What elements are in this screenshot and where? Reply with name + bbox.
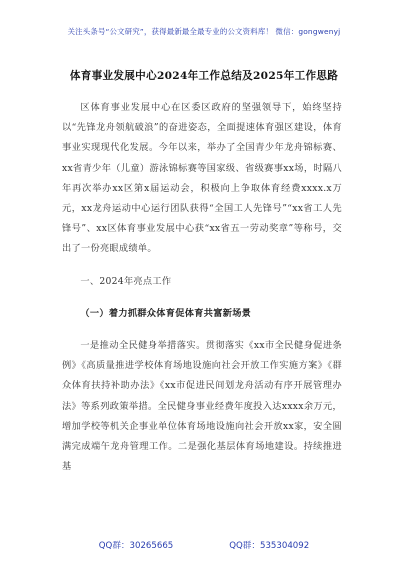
document-title: 体育事业发展中心2024年工作总结及2025年工作思路: [69, 70, 339, 82]
header-note: 关注头条号“公文研究”，获得最新最全最专业的公文资料库！ 微信：gongwenyj: [67, 27, 341, 36]
sub-heading: （一）着力抓群众体育促体育共富新场景: [80, 307, 252, 319]
section-heading: 一、2024年亮点工作: [80, 275, 172, 287]
footer: [0, 539, 408, 551]
body-paragraph: 一是推动全民健身举措落实。贯彻落实《xx市全民健身促进条例》《高质量推进学校体育场地设施向社会开放工作实施方案》《群众体育扶持补助办法》《xx市促进民间划龙舟活动有序开展管理办法》等系列政策举措。全民健身事业经费年度投入达xxxx余万元，增加学校等机关企事业单位体育场地设施向社会开放xx家，安全圆满完成端午龙舟管理工作。二是强化基层体育场地建设。持续推进基: [62, 340, 342, 473]
document-body: [62, 98, 342, 477]
footer-qq-group-1: QQ群：30265665: [98, 541, 174, 551]
footer-qq-group-2: QQ群：535304092: [229, 541, 310, 551]
intro-paragraph: 区体育事业发展中心在区委区政府的坚强领导下，始终坚持以“先锋龙舟领航破浪”的奋进姿态，全面提速体育强区建设，体育事业实现现代化发展。今年以来，举办了全国青少年龙舟锦标赛、xx省青少年（儿童）游泳锦标赛等国家级、省级赛事xx场，时隔八年再次举办xx区第x届运动会，积极向上争取体育经费xxxx.x万元，xx龙舟运动中心运行团队获得“全国工人先锋号”“xx省工人先锋号”、xx区体育事业发展中心获“xx省五一劳动奖章”等称号，交出了一份亮眼成绩单。: [62, 102, 342, 255]
